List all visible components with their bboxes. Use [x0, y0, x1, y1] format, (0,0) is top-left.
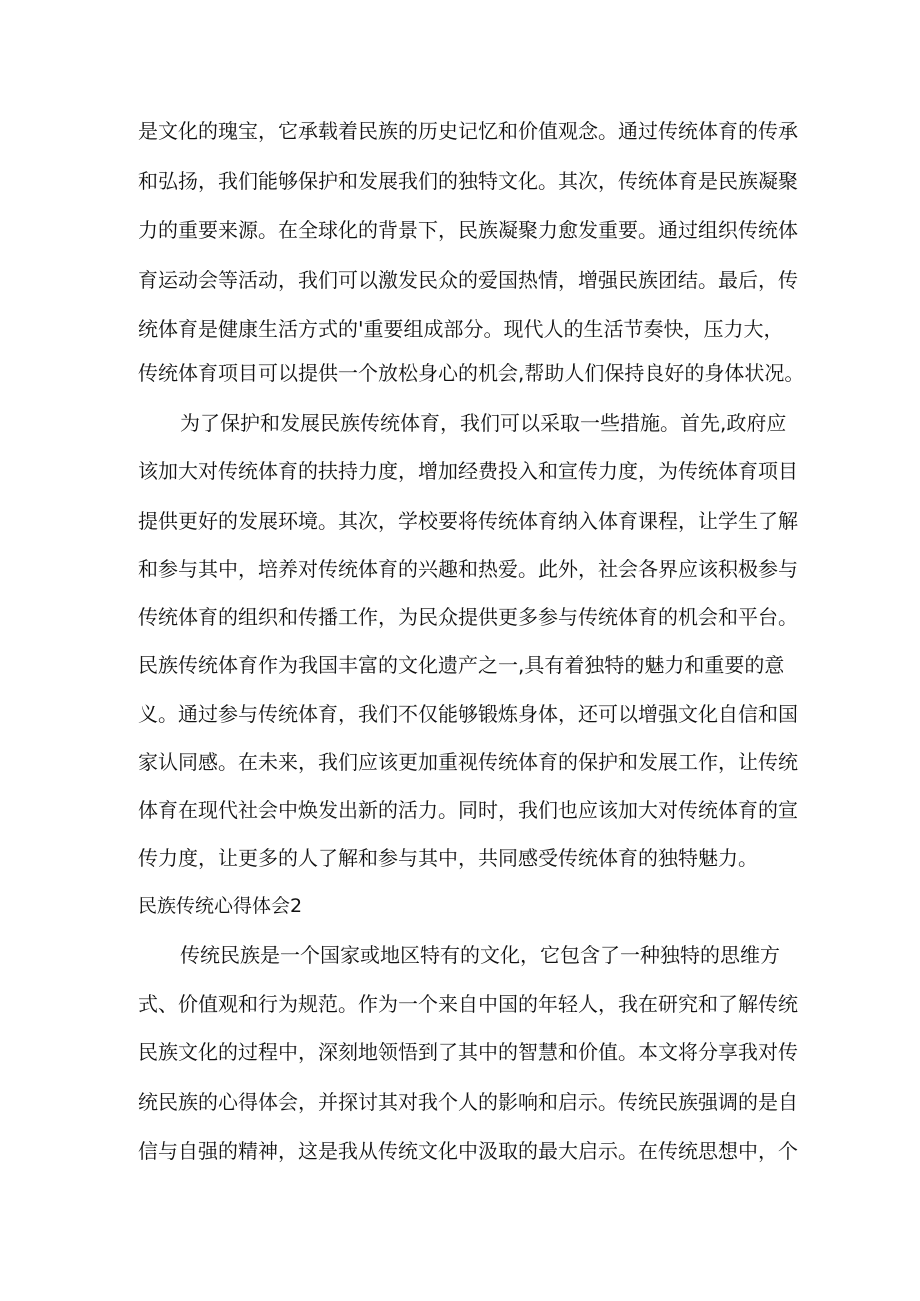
paragraph-2-line: 义。通过参与传统体育，我们不仅能够锻炼身体，还可以增强文化自信和国	[138, 702, 798, 726]
paragraph-2-line: 该加大对传统体育的扶持力度，增加经费投入和宣传力度，为传统体育项目	[138, 459, 798, 483]
paragraph-2-line: 和参与其中，培养对传统体育的兴趣和热爱。此外，社会各界应该积极参与	[138, 557, 798, 581]
paragraph-2-line: 家认同感。在未来，我们应该更加重视传统体育的保护和发展工作，让传统	[138, 750, 798, 774]
section-heading: 民族传统心得体会2	[138, 895, 303, 917]
paragraph-1-line: 和弘扬，我们能够保护和发展我们的独特文化。其次，传统体育是民族凝聚	[138, 169, 798, 193]
paragraph-2-line: 民族传统体育作为我国丰富的文化遗产之一,具有着独特的魅力和重要的意	[138, 653, 785, 677]
paragraph-1-line: 统体育是健康生活方式的'重要组成部分。现代人的生活节奏快，压力大，	[138, 317, 784, 341]
paragraph-3-line: 传统民族是一个国家或地区特有的文化，它包含了一种独特的思维方	[180, 943, 780, 967]
paragraph-3-line: 信与自强的精神，这是我从传统文化中汲取的最大启示。在传统思想中，个	[138, 1139, 798, 1163]
paragraph-3-line: 民族文化的过程中，深刻地领悟到了其中的智慧和价值。本文将分享我对传	[138, 1040, 798, 1064]
paragraph-3-line: 式、价值观和行为规范。作为一个来自中国的年轻人，我在研究和了解传统	[138, 992, 798, 1016]
paragraph-2-line: 为了保护和发展民族传统体育，我们可以采取一些措施。首先,政府应	[180, 411, 787, 435]
paragraph-1-line: 传统体育项目可以提供一个放松身心的机会,帮助人们保持良好的身体状况。	[138, 361, 805, 385]
paragraph-1-line: 力的重要来源。在全球化的背景下，民族凝聚力愈发重要。通过组织传统体	[138, 218, 798, 242]
paragraph-2-line: 传力度，让更多的人了解和参与其中，共同感受传统体育的独特魅力。	[138, 846, 758, 870]
paragraph-1-line: 是文化的瑰宝，它承载着民族的历史记忆和价值观念。通过传统体育的传承	[138, 119, 798, 143]
paragraph-2-line: 提供更好的发展环境。其次，学校要将传统体育纳入体育课程，让学生了解	[138, 509, 798, 533]
paragraph-2-line: 传统体育的组织和传播工作，为民众提供更多参与传统体育的机会和平台。	[138, 605, 798, 629]
paragraph-3-line: 统民族的心得体会，并探讨其对我个人的影响和启示。传统民族强调的是自	[138, 1090, 798, 1114]
paragraph-1-line: 育运动会等活动，我们可以激发民众的爱国热情，增强民族团结。最后，传	[138, 268, 798, 292]
paragraph-2-line: 体育在现代社会中焕发出新的活力。同时，我们也应该加大对传统体育的宣	[138, 798, 798, 822]
